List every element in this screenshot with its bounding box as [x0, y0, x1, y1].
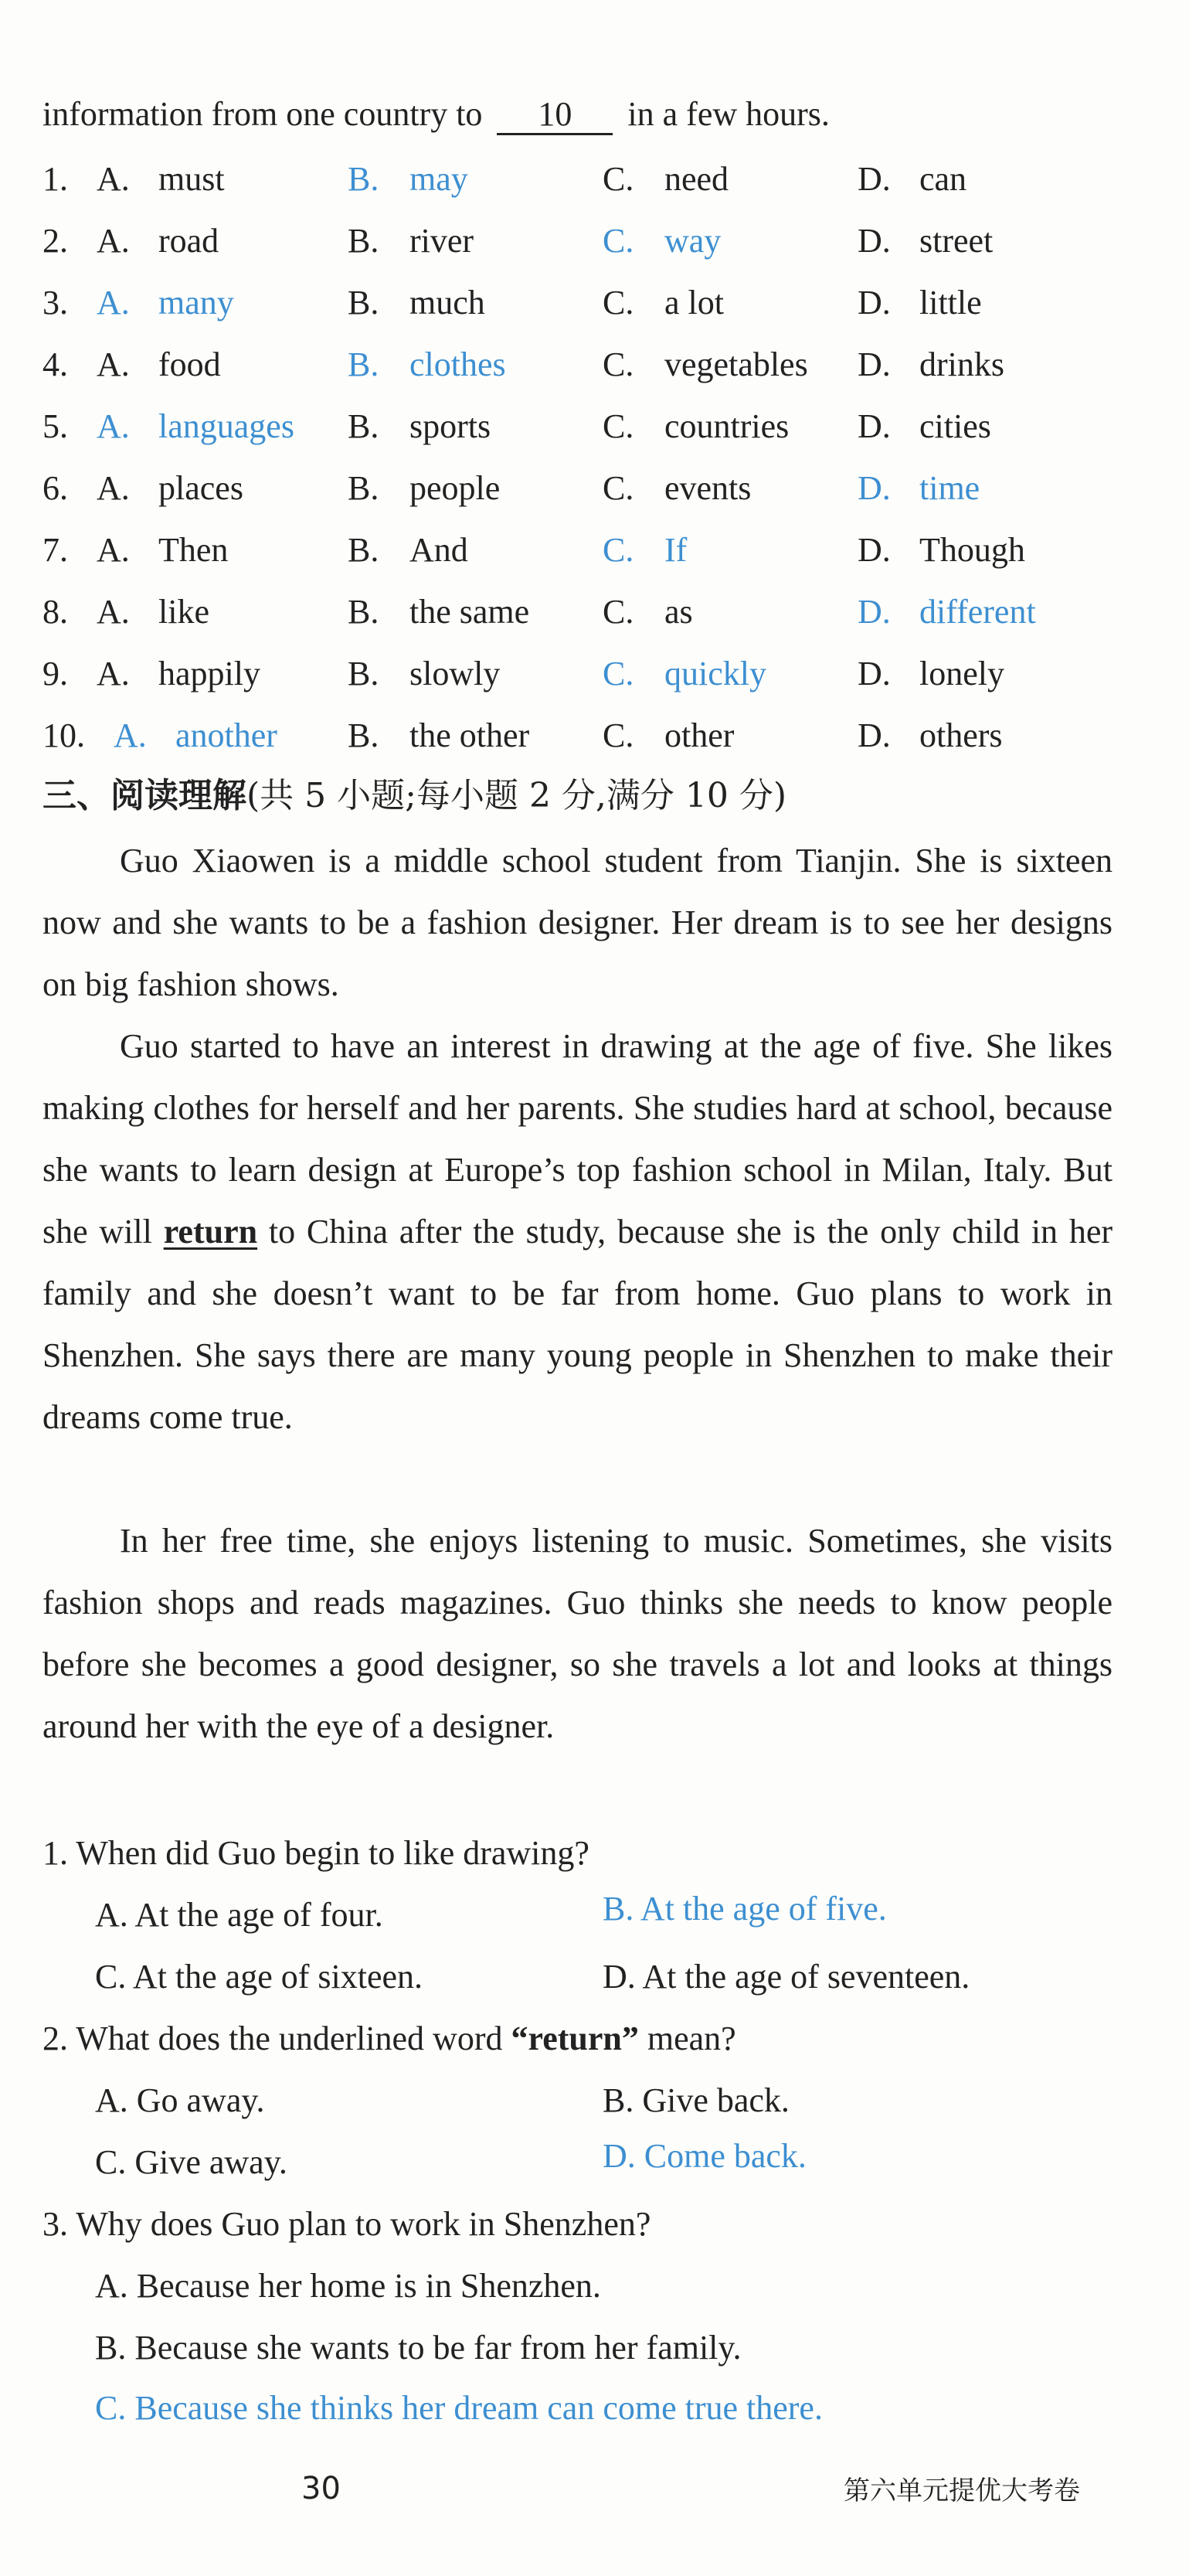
option-text: the same: [409, 593, 530, 631]
page-number: 30: [301, 2471, 341, 2506]
option-row: [42, 651, 1155, 697]
option-text: languages: [158, 407, 294, 445]
question-number: 6.: [42, 469, 68, 507]
option-text: cities: [919, 407, 991, 445]
option-row: [42, 589, 1155, 635]
option-letter: A.: [97, 160, 130, 198]
option-text: events: [664, 469, 752, 507]
option-b: [348, 403, 491, 450]
option-text: different: [919, 593, 1036, 631]
option-d: [858, 342, 1004, 388]
option-letter: A.: [97, 222, 130, 260]
option-letter: B.: [348, 222, 379, 260]
option-c: [603, 218, 721, 264]
underlined-word: return: [163, 1213, 258, 1251]
section-title: 三、阅读理解: [42, 776, 246, 815]
option-c: [603, 342, 808, 388]
option-text: And: [409, 531, 468, 569]
question-number: 3.: [42, 284, 68, 322]
option-letter: B.: [348, 407, 379, 445]
option-c: [603, 156, 729, 202]
question-1-option-a: A. At the age of four.: [95, 1896, 383, 1934]
option-text: Though: [919, 531, 1025, 569]
passage-paragraph-3: In her free time, she enjoys listening to music. Sometimes, she visits fashion shops and reads magazines. Guo thinks she needs to know people before she becomes a good designer, so she travels a lot and looks at things around her with the eye of a designer.: [42, 1522, 1113, 1745]
option-text: road: [158, 222, 219, 260]
option-d: [858, 280, 982, 326]
option-letter: A.: [97, 655, 130, 692]
option-a: [114, 713, 277, 759]
option-text: many: [158, 284, 234, 322]
question-number: 2.: [42, 222, 68, 260]
question-number: 5.: [42, 407, 68, 445]
question-1-option-d: D. At the age of seventeen.: [603, 1958, 970, 1996]
option-a: [97, 156, 225, 202]
option-letter: C.: [603, 593, 634, 631]
option-letter: A.: [97, 284, 130, 322]
option-text: countries: [664, 407, 790, 445]
option-text: food: [158, 345, 221, 383]
option-text: like: [158, 593, 209, 631]
option-text: a lot: [664, 284, 724, 322]
question-2-stem-before: 2. What does the underlined word: [42, 2020, 511, 2057]
option-text: way: [664, 222, 722, 260]
option-text: need: [664, 160, 729, 198]
option-row: [42, 156, 1155, 202]
option-a: [97, 589, 209, 635]
question-number: 8.: [42, 593, 68, 631]
option-letter: D.: [858, 407, 891, 445]
option-letter: C.: [603, 716, 634, 754]
intro-text-after: in a few hours.: [627, 95, 830, 133]
option-text: If: [664, 531, 688, 569]
option-b: [348, 465, 500, 512]
option-b: [348, 527, 468, 573]
question-2-option-a: A. Go away.: [95, 2081, 265, 2119]
option-text: slowly: [409, 655, 501, 692]
option-row: [42, 713, 1155, 759]
option-text: much: [409, 284, 485, 322]
option-a: [97, 403, 294, 450]
option-b: [348, 713, 529, 759]
option-d: [858, 156, 966, 202]
option-c: [603, 465, 751, 512]
option-text: clothes: [409, 345, 506, 383]
option-b: [348, 218, 474, 264]
question-3-stem: 3. Why does Guo plan to work in Shenzhen?: [42, 2205, 651, 2243]
question-number: 10.: [42, 716, 85, 754]
option-letter: C.: [603, 407, 634, 445]
option-b: [348, 651, 500, 697]
option-letter: D.: [858, 655, 891, 692]
option-letter: A.: [97, 469, 130, 507]
option-text: Then: [158, 531, 229, 569]
option-text: sports: [409, 407, 491, 445]
fill-blank-answer: 10: [497, 96, 613, 135]
option-letter: D.: [858, 160, 891, 198]
option-letter: B.: [348, 716, 379, 754]
option-text: little: [919, 284, 982, 322]
option-d: [858, 527, 1025, 573]
question-number: 7.: [42, 531, 68, 569]
option-text: lonely: [919, 655, 1004, 692]
option-letter: C.: [603, 284, 634, 322]
option-text: quickly: [664, 655, 766, 692]
option-letter: A.: [97, 407, 130, 445]
option-text: street: [919, 222, 994, 260]
option-row: [42, 218, 1155, 264]
option-text: drinks: [919, 345, 1004, 383]
option-c: [603, 713, 734, 759]
intro-text-before: information from one country to: [42, 95, 483, 133]
footer-title: 第六单元提优大考卷: [844, 2476, 1080, 2506]
option-letter: B.: [348, 284, 379, 322]
question-2-stem-after: mean?: [638, 2020, 736, 2057]
option-letter: D.: [858, 222, 891, 260]
option-letter: D.: [858, 345, 891, 383]
option-text: people: [409, 469, 501, 507]
option-letter: C.: [603, 345, 634, 383]
option-d: [858, 651, 1004, 697]
option-letter: B.: [348, 160, 379, 198]
option-letter: D.: [858, 469, 891, 507]
option-b: [348, 156, 468, 202]
question-number: 1.: [42, 160, 68, 198]
option-b: [348, 342, 506, 388]
option-letter: A.: [97, 531, 130, 569]
option-text: river: [409, 222, 474, 260]
option-letter: B.: [348, 345, 379, 383]
option-row: [42, 465, 1155, 512]
option-text: the other: [409, 716, 530, 754]
section-note: (共 5 小题;每小题 2 分,满分 10 分): [246, 776, 787, 815]
option-text: may: [409, 160, 468, 198]
option-d: [858, 403, 991, 450]
option-d: [858, 589, 1036, 635]
option-c: [603, 527, 687, 573]
option-a: [97, 218, 219, 264]
passage-p2-after: to China after the study, because she is the only child in her family and she doesn’t want to be far from home. Guo plans to work in Shenzhen. She says there are many young people in Shenzhen to make their dreams come true.: [42, 1213, 1113, 1436]
option-text: must: [158, 160, 225, 198]
question-number: 9.: [42, 655, 68, 692]
option-a: [97, 280, 234, 326]
option-letter: A.: [97, 345, 130, 383]
option-letter: C.: [603, 531, 634, 569]
option-d: [858, 465, 980, 512]
option-letter: D.: [858, 716, 891, 754]
option-row: [42, 527, 1155, 573]
option-c: [603, 403, 789, 450]
option-letter: B.: [348, 655, 379, 692]
option-letter: D.: [858, 593, 891, 631]
option-letter: A.: [114, 716, 147, 754]
question-1-stem: 1. When did Guo begin to like drawing?: [42, 1834, 589, 1872]
option-b: [348, 589, 529, 635]
option-letter: B.: [348, 593, 379, 631]
option-c: [603, 651, 766, 697]
question-3-option-b: B. Because she wants to be far from her family.: [95, 2329, 742, 2367]
option-d: [858, 218, 993, 264]
option-letter: C.: [603, 655, 634, 692]
option-text: others: [919, 716, 1003, 754]
question-2-stem-word: “return”: [511, 2020, 639, 2057]
option-b: [348, 280, 485, 326]
option-text: as: [664, 593, 693, 631]
option-d: [858, 713, 1003, 759]
option-letter: B.: [348, 531, 379, 569]
question-1-option-c: C. At the age of sixteen.: [95, 1958, 423, 1996]
option-text: other: [664, 716, 735, 754]
option-letter: D.: [858, 284, 891, 322]
option-text: can: [919, 160, 967, 198]
question-2-option-c: C. Give away.: [95, 2143, 287, 2181]
section-heading: [42, 774, 786, 818]
option-a: [97, 651, 260, 697]
question-number: 4.: [42, 345, 68, 383]
question-2-option-b: B. Give back.: [603, 2081, 790, 2119]
passage-paragraph-2: [42, 1016, 1113, 1448]
option-letter: C.: [603, 222, 634, 260]
question-2-stem: [42, 2016, 736, 2062]
intro-line: [42, 93, 830, 136]
option-a: [97, 465, 243, 512]
option-letter: D.: [858, 531, 891, 569]
option-c: [603, 589, 693, 635]
option-a: [97, 342, 221, 388]
option-a: [97, 527, 228, 573]
question-3-option-c: C. Because she thinks her dream can come true there.: [95, 2389, 823, 2427]
option-text: time: [919, 469, 980, 507]
question-1-option-b: B. At the age of five.: [603, 1890, 887, 1928]
question-3-option-a: A. Because her home is in Shenzhen.: [95, 2267, 601, 2305]
option-text: another: [175, 716, 277, 754]
option-letter: A.: [97, 593, 130, 631]
option-row: [42, 342, 1155, 388]
option-letter: C.: [603, 469, 634, 507]
option-c: [603, 280, 724, 326]
question-2-option-d: D. Come back.: [603, 2137, 807, 2175]
passage-paragraph-1: Guo Xiaowen is a middle school student from Tianjin. She is sixteen now and she wants to be a fashion designer. Her dream is to see her designs on big fashion shows.: [42, 842, 1113, 1003]
option-letter: C.: [603, 160, 634, 198]
option-row: [42, 403, 1155, 450]
passage-p2-before: Guo started to have an interest in drawing at the age of five. She likes making clothes for herself and her parents. She studies hard at school, because she wants to learn design at Europe’s top fashion school in Milan, Italy. But she will: [42, 1027, 1113, 1251]
option-text: places: [158, 469, 243, 507]
option-row: [42, 280, 1155, 326]
option-letter: B.: [348, 469, 379, 507]
option-text: happily: [158, 655, 260, 692]
option-text: vegetables: [664, 345, 808, 383]
